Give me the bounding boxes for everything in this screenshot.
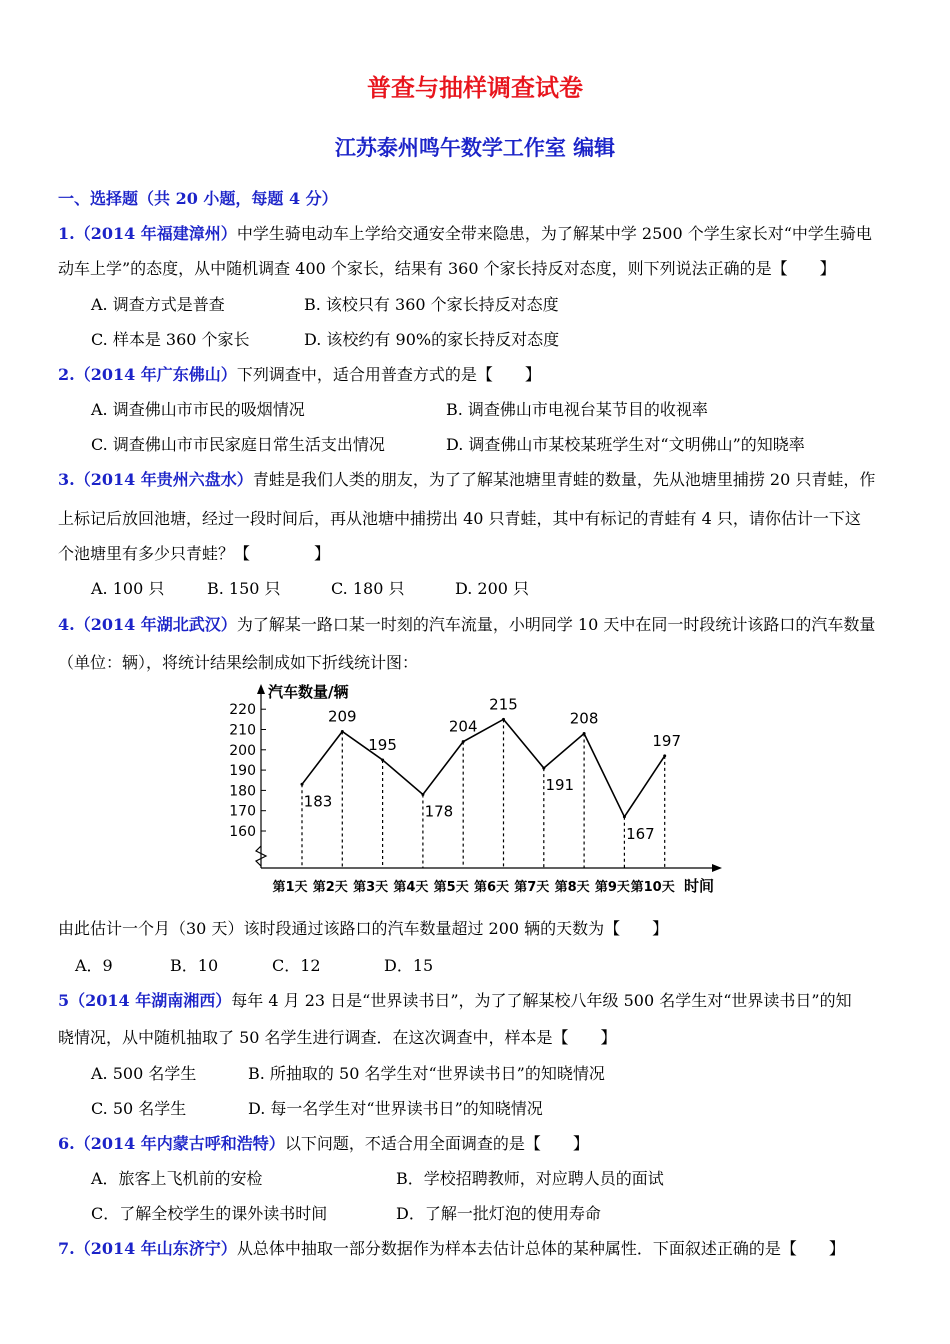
q1-option-c: C. 样本是 360 个家长 <box>91 330 250 349</box>
q2-option-b: B. 调查佛山市电视台某节目的收视率 <box>446 400 708 419</box>
y-tick-label: 210 <box>229 722 256 739</box>
question-7-tag: 7.（2014 年山东济宁） <box>58 1239 237 1258</box>
x-category-label: 第1天 <box>272 880 308 895</box>
data-point <box>421 793 424 796</box>
q1-option-d: D. 该校约有 90%的家长持反对态度 <box>304 330 560 349</box>
question-4-tag: 4.（2014 年湖北武汉） <box>58 615 237 634</box>
q5-option-c: C. 50 名学生 <box>91 1099 187 1118</box>
page-subtitle: 江苏泰州鸣午数学工作室 编辑 <box>334 135 616 160</box>
question-6 <box>58 1133 898 1155</box>
y-axis-label: 汽车数量/辆 <box>268 683 349 701</box>
y-tick-label: 220 <box>229 702 256 719</box>
question-4-text-cont: （单位：辆），将统计结果绘制成如下折线统计图： <box>58 653 419 672</box>
question-3-text-cont: 上标记后放回池塘，经过一段时间后，再从池塘中捕捞出 40 只青蛙，其中有标记的青蛙有 4 只，请你估计一下这 <box>58 509 861 528</box>
q6-option-c: C．了解全校学生的课外读书时间 <box>91 1204 328 1223</box>
q5-option-a: A. 500 名学生 <box>91 1064 197 1083</box>
page-title: 普查与抽样调查试卷 <box>367 73 583 102</box>
data-label: 178 <box>424 802 454 821</box>
q2-option-d: D. 调查佛山市某校某班学生对“文明佛山”的知晓率 <box>446 435 805 454</box>
data-label: 215 <box>489 695 518 714</box>
data-label: 209 <box>327 707 357 726</box>
y-tick-label: 190 <box>229 763 256 780</box>
data-label: 204 <box>448 717 478 736</box>
question-5-text-cont: 晓情况，从中随机抽取了 50 名学生进行调查．在这次调查中，样本是【 】 <box>58 1028 617 1047</box>
data-point <box>623 815 626 818</box>
question-7 <box>58 1238 898 1260</box>
q2-option-a: A. 调查佛山市市民的吸烟情况 <box>91 400 305 419</box>
x-axis-arrow <box>712 864 722 872</box>
question-2-text: 下列调查中，适合用普查方式的是【 】 <box>236 365 541 384</box>
x-category-label: 第10天 <box>630 880 675 895</box>
question-5-tag: 5（2014 年湖南湘西） <box>58 991 232 1010</box>
q3-option-a: A. 100 只 <box>91 579 165 598</box>
q4-option-d: D．15 <box>384 956 434 975</box>
q3-option-b: B. 150 只 <box>207 579 281 598</box>
y-tick-label: 180 <box>229 783 256 800</box>
q5-option-b: B. 所抽取的 50 名学生对“世界读书日”的知晓情况 <box>248 1064 605 1083</box>
question-1-text-cont: 动车上学”的态度，从中随机调查 400 个家长，结果有 360 个家长持反对态度，则下列说法正确的是【 】 <box>58 259 836 278</box>
q1-option-a: A. 调查方式是普查 <box>91 295 225 314</box>
data-point <box>583 732 586 735</box>
question-3-text-cont2: 个池塘里有多少只青蛙？【 】 <box>58 544 331 563</box>
question-4-text: 为了解某一路口某一时刻的汽车流量，小明同学 10 天中在同一时段统计该路口的汽车数量 <box>236 615 876 634</box>
data-point <box>663 754 666 757</box>
question-6-text: 以下问题，不适合用全面调查的是【 】 <box>284 1134 589 1153</box>
q1-option-b: B. 该校只有 360 个家长持反对态度 <box>304 295 559 314</box>
data-label: 197 <box>652 731 682 750</box>
question-4 <box>58 614 898 636</box>
q4-option-c: C．12 <box>272 956 321 975</box>
y-axis-arrow <box>257 684 265 694</box>
q6-option-d: D．了解一批灯泡的使用寿命 <box>396 1204 601 1223</box>
data-point <box>502 718 505 721</box>
q4-option-a: A．9 <box>75 956 113 975</box>
x-category-label: 第6天 <box>473 880 510 895</box>
x-category-label: 第4天 <box>393 880 429 895</box>
y-tick-label: 200 <box>229 742 256 759</box>
x-category-label: 第2天 <box>312 880 348 895</box>
data-label: 191 <box>545 776 575 795</box>
q3-option-d: D. 200 只 <box>455 579 530 598</box>
x-category-label: 第3天 <box>353 880 389 895</box>
question-1-text: 中学生骑电动车上学给交通安全带来隐患，为了解某中学 2500 个学生家长对“中学生骑电 <box>236 224 872 243</box>
x-category-label: 第7天 <box>514 880 550 895</box>
y-tick-label: 170 <box>229 803 256 820</box>
data-point <box>542 767 545 770</box>
q4-option-b: B．10 <box>170 956 219 975</box>
question-1 <box>58 223 898 245</box>
q6-option-a: A．旅客上飞机前的安检 <box>91 1169 263 1188</box>
question-2 <box>58 364 898 386</box>
question-7-text: 从总体中抽取一部分数据作为样本去估计总体的某种属性．下面叙述正确的是【 】 <box>236 1239 845 1258</box>
question-5 <box>58 990 898 1012</box>
data-point <box>301 783 304 786</box>
y-tick-label: 160 <box>229 824 256 840</box>
question-5-text: 每年 4 月 23 日是“世界读书日”，为了了解某校八年级 500 名学生对“世界读书日”的知 <box>231 991 852 1010</box>
data-label: 167 <box>626 824 655 843</box>
x-category-label: 第8天 <box>554 880 590 895</box>
question-1-tag: 1.（2014 年福建漳州） <box>58 224 237 243</box>
data-point <box>462 740 465 743</box>
question-3-tag: 3.（2014 年贵州六盘水） <box>58 470 253 489</box>
data-label: 208 <box>569 709 599 728</box>
question-3 <box>58 469 898 491</box>
x-axis-label: 时间 <box>684 877 715 895</box>
question-6-tag: 6.（2014 年内蒙古呼和浩特） <box>58 1134 285 1153</box>
question-3-text: 青蛙是我们人类的朋友，为了了解某池塘里青蛙的数量，先从池塘里捕捞 20 只青蛙，作 <box>252 470 876 489</box>
question-2-tag: 2.（2014 年广东佛山） <box>58 365 237 384</box>
data-label: 183 <box>303 792 333 811</box>
x-category-label: 第5天 <box>433 880 469 895</box>
q2-option-c: C. 调查佛山市市民家庭日常生活支出情况 <box>91 435 385 454</box>
data-point <box>341 730 344 733</box>
data-point <box>381 758 384 761</box>
q5-option-d: D. 每一名学生对“世界读书日”的知晓情况 <box>248 1099 543 1118</box>
section-heading: 一、选择题（共 20 小题，每题 4 分） <box>58 189 338 208</box>
y-axis-break <box>256 846 266 866</box>
data-label: 195 <box>368 735 397 754</box>
q3-option-c: C. 180 只 <box>331 579 405 598</box>
q6-option-b: B．学校招聘教师，对应聘人员的面试 <box>396 1169 664 1188</box>
question-4-text-cont2: 由此估计一个月（30 天）该时段通过该路口的汽车数量超过 200 辆的天数为【 】 <box>58 919 669 938</box>
series-line <box>302 719 665 816</box>
x-category-label: 第9天 <box>594 880 630 895</box>
